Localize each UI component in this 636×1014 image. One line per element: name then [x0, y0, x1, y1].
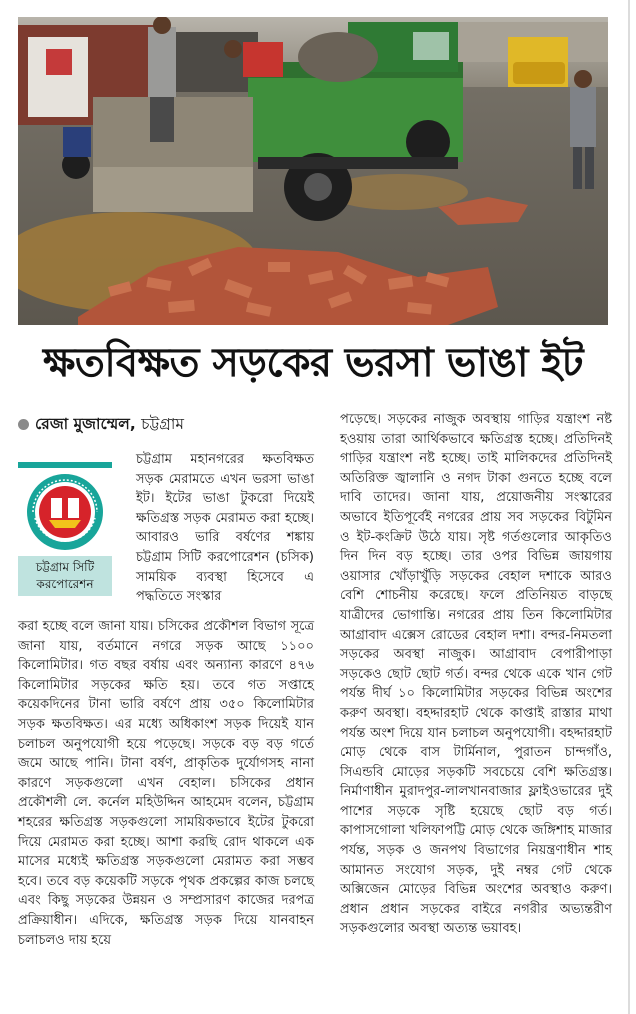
- byline: [18, 414, 184, 434]
- news-photo: [18, 17, 608, 325]
- byline-separator: ,: [129, 415, 142, 433]
- article-headline: ক্ষতবিক্ষত সড়কের ভরসা ভাঙা ইট: [42, 340, 584, 386]
- city-corporation-seal-icon: [25, 472, 105, 552]
- article-body-left: করা হচ্ছে বলে জানা যায়। চসিকের প্রকৌশল বিভাগ সূত্রে জানা যায়, বর্তমানে নগরে সড়ক আছে ১১০০ কিলোমিটার। গত বছর বর্ষায় এবং অন্যান্য কারণে ৪৭৬ কিলোমিটার সড়কের ক্ষতি হয়। তবে গত সপ্তাহে কয়েকদিনের টানা ভারি বর্ষণে প্রায় ৩৫০ কিলোমিটার সড়ক ক্ষতবিক্ষত। এর মধ্যে অধিকাংশ সড়ক দিয়েই যান চলাচল অনুপযোগী হয়ে পড়েছে। সড়কে বড় বড় গর্তে জমে আছে পানি। টানা বর্ষণ, প্রাকৃতিক দুর্যোগসহ নানা কারণে সড়কগুলো এখন বেহাল। চসিকের প্রধান প্রকৌশলী লে. কর্নেল মহিউদ্দিন আহমেদ বলেন, চট্টগ্রাম শহরের ক্ষতিগ্রস্ত সড়কগুলো সাময়িকভাবে ইটের টুকরো দিয়ে মেরামত করা হচ্ছে। আশা করছি রোদ থাকলে এক মাসের মধ্যেই ক্ষতিগ্রস্ত সড়কগুলো মেরামত করা সম্ভব হবে। তবে বড় কয়েকটি সড়কে পৃথক প্রকল্পের কাজ চলছে এবং কিছু সড়কের উন্নয়ন ও সম্প্রসারণ কাজের দরপত্র প্রক্রিয়াধীন। এদিকে, ক্ষতিগ্রস্ত সড়ক দিয়ে যানবাহন চলাচলও দায় হয়ে: [18, 619, 314, 948]
- reporter-name: রেজা মুজাম্মেল: [35, 415, 130, 433]
- page-edge-rule: [628, 0, 630, 1014]
- city-corporation-logo: [18, 462, 112, 596]
- logo-top-bar: [18, 462, 112, 468]
- logo-caption: চট্টগ্রাম সিটি করপোরেশন: [18, 556, 112, 596]
- bullet-dot-icon: [18, 419, 29, 430]
- article-body-right: পড়েছে। সড়কের নাজুক অবস্থায় গাড়ির যন্ত্রাংশ নষ্ট হওয়ায় তারা আর্থিকভাবে ক্ষতিগ্রস্ত হচ্ছে। প্রতিদিনই গাড়ির যন্ত্রাংশ নষ্ট হচ্ছে। তাই মালিকদের প্রতিদিনই অতিরিক্ত জ্বালানি ও নগদ টাকা গুনতে হচ্ছে বলে দাবি তাদের। জানা যায়, প্রয়োজনীয় সংস্কারের অভাবে ইতিপূর্বেই নগরের প্রায় সব সড়কের বিটুমিন ও ইট-কংক্রিট উঠে যায়। সৃষ্ট গর্তগুলোর আকৃতিও দিন দিন বড় হচ্ছে। তার ওপর বিভিন্ন জায়গায় ওয়াসার খোঁড়াখুঁড়ি সড়কের বেহাল দশাকে আরও বেশি শোচনীয় করেছে। ফলে প্রতিনিয়ত বাড়ছে যাত্রীদের ভোগান্তি। নগরের প্রায় তিন কিলোমিটার আগ্রাবাদ এক্সেস রোডের বেহাল দশা। বন্দর-নিমতলা সড়কের অবস্থা নাজুক। আগ্রাবাদ বেপারীপাড়া সড়কেও ছোট ছোট গর্ত। বন্দর থেকে একে খান গেট পর্যন্ত দীর্ঘ ১০ কিলোমিটার সড়কের বিভিন্ন অংশের করুণ অবস্থা। বহদ্দারহাট থেকে কাপ্তাই রাস্তার মাথা পর্যন্ত অংশ দিয়ে যান চলাচল অনুপযোগী। বহদ্দারহাট মোড় থেকে বাস টার্মিনাল, পুরাতন চান্দগাঁও, সিএন্ডবি মোড়ের সড়কটি সবচেয়ে বেশি ক্ষতিগ্রস্ত। নির্মাণাধীন মুরাদপুর-লালখানবাজার ফ্লাইওভারের দুই পাশের সড়কে সৃষ্টি হয়েছে ছোট বড় গর্ত। কাপাসগোলা খলিফাপট্টি মোড় থেকে জঙ্গিশাহ মাজার পর্যন্ত, সড়ক ও জনপথ বিভাগের নিয়ন্ত্রণাধীন শাহ আমানত সংযোগ সড়ক, দুই নম্বর গেট থেকে অক্সিজেন মোড়ের বিভিন্ন অংশের অবস্থাও করুণ। প্রধান প্রধান সড়কের বাইরে নগরীর অভ্যন্তরীণ সড়কগুলোর অবস্থা অত্যন্ত ভয়াবহ।: [340, 412, 612, 937]
- article-intro: চট্টগ্রাম মহানগরের ক্ষতবিক্ষত সড়ক মেরামতে এখন ভরসা ভাঙা ইট। ইটের ভাঙা টুকরো দিয়েই ক্ষতিগ্রস্ত সড়ক মেরামত করা হচ্ছে। আবারও ভারি বর্ষণের শঙ্কায় চট্টগ্রাম সিটি করপোরেশন (চসিক) সাময়িক ব্যবস্থা হিসেবে এ পদ্ধতিতে সংস্কার: [136, 452, 314, 605]
- article-column-left: [18, 410, 314, 1006]
- photo-illustration: [18, 17, 608, 325]
- article-column-right: [340, 410, 612, 1006]
- reporter-location: চট্টগ্রাম: [141, 415, 184, 433]
